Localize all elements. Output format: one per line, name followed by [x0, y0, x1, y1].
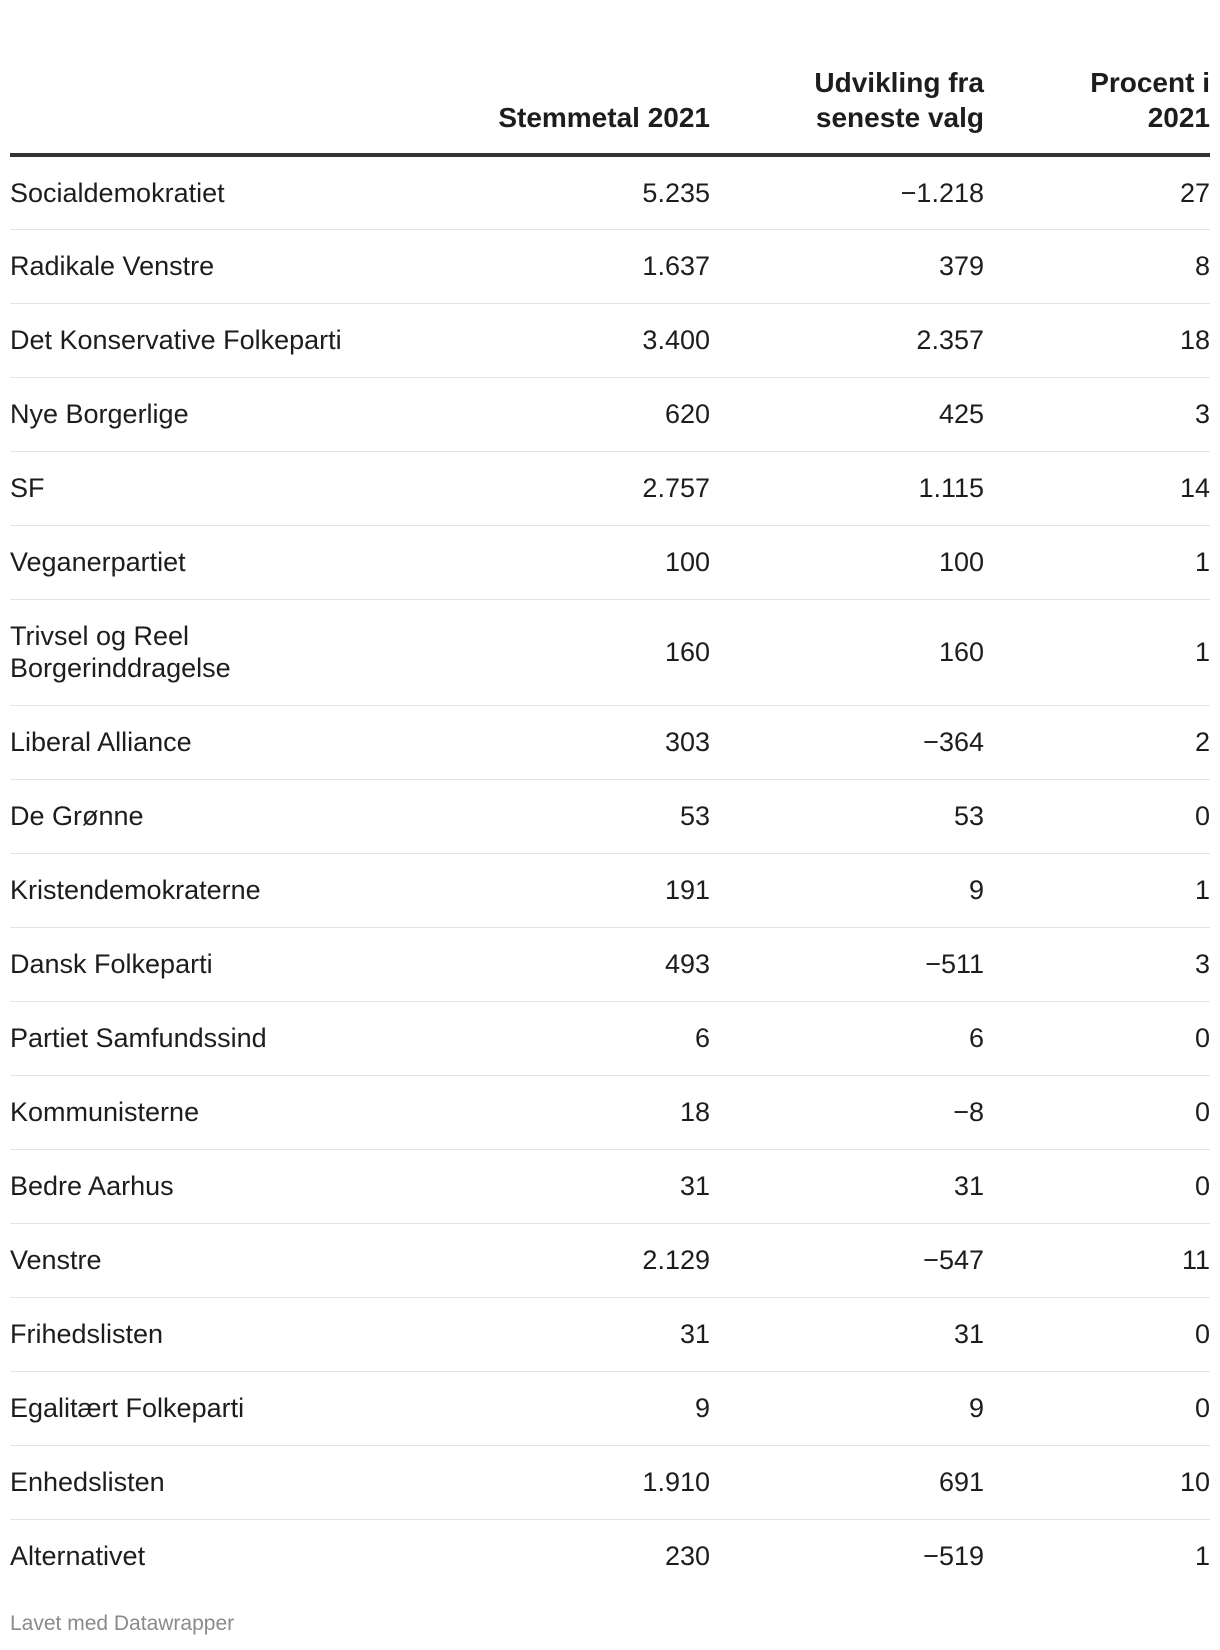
change-cell: 425	[710, 377, 984, 451]
party-name-cell	[10, 1001, 410, 1075]
party-name-cell	[10, 303, 410, 377]
change-cell: 6	[710, 1001, 984, 1075]
column-header-party	[10, 0, 410, 155]
column-header-change-line-2: seneste valg	[815, 102, 984, 133]
party-name-text: Dansk Folkeparti	[10, 949, 213, 979]
party-name-text: Det Konservative Folkeparti	[10, 325, 342, 355]
party-name-cell	[10, 451, 410, 525]
table-row	[10, 1223, 1210, 1297]
column-header-change	[710, 0, 984, 155]
percent-2021-cell: 0	[984, 1075, 1210, 1149]
percent-2021-cell: 10	[984, 1445, 1210, 1519]
party-name-text: Kommunisterne	[10, 1097, 200, 1127]
votes-2021-cell: 303	[410, 705, 710, 779]
percent-2021-cell: 8	[984, 229, 1210, 303]
party-name-cell	[10, 1445, 410, 1519]
table-row	[10, 377, 1210, 451]
table-row	[10, 303, 1210, 377]
table-row	[10, 599, 1210, 705]
party-name-text: Socialdemokratiet	[10, 177, 225, 208]
votes-2021-cell: 31	[410, 1149, 710, 1223]
change-cell: 31	[710, 1297, 984, 1371]
table-row	[10, 1371, 1210, 1445]
party-name-text: De Grønne	[10, 801, 144, 831]
table-header-row	[10, 0, 1210, 155]
party-name-cell	[10, 779, 410, 853]
table-row	[10, 705, 1210, 779]
party-name-cell	[10, 927, 410, 1001]
change-cell: 160	[710, 599, 984, 705]
change-cell: 31	[710, 1149, 984, 1223]
votes-2021-cell: 620	[410, 377, 710, 451]
percent-2021-cell: 0	[984, 1149, 1210, 1223]
percent-2021-cell: 1	[984, 525, 1210, 599]
percent-2021-cell: 18	[984, 303, 1210, 377]
table-row	[10, 1297, 1210, 1371]
party-name-text: SF	[10, 473, 45, 503]
change-cell: 53	[710, 779, 984, 853]
column-header-percent-line-2: 2021	[1147, 102, 1210, 133]
votes-2021-cell: 2.129	[410, 1223, 710, 1297]
votes-2021-cell: 493	[410, 927, 710, 1001]
percent-2021-cell: 0	[984, 1297, 1210, 1371]
party-name-cell	[10, 377, 410, 451]
table-row	[10, 525, 1210, 599]
column-header-votes-line: Stemmetal 2021	[498, 102, 710, 133]
column-header-votes	[410, 0, 710, 155]
change-cell: 100	[710, 525, 984, 599]
change-cell: −547	[710, 1223, 984, 1297]
results-table	[10, 0, 1210, 1593]
votes-2021-cell: 53	[410, 779, 710, 853]
party-name-text: Kristendemokraterne	[10, 875, 261, 905]
party-name-text: Venstre	[10, 1245, 102, 1275]
change-cell: 691	[710, 1445, 984, 1519]
party-name-cell	[10, 1371, 410, 1445]
footer-credit: Lavet med Datawrapper	[10, 1612, 235, 1635]
party-name-text: Veganerpartiet	[10, 547, 186, 577]
party-name-text: Egalitært Folkeparti	[10, 1393, 245, 1423]
change-cell: 9	[710, 853, 984, 927]
table-body	[10, 155, 1210, 1593]
percent-2021-cell: 0	[984, 1371, 1210, 1445]
results-table-container	[10, 0, 1210, 1593]
votes-2021-cell: 1.637	[410, 229, 710, 303]
votes-2021-cell: 191	[410, 853, 710, 927]
percent-2021-cell: 2	[984, 705, 1210, 779]
votes-2021-cell: 2.757	[410, 451, 710, 525]
table-row	[10, 1001, 1210, 1075]
party-name-cell	[10, 853, 410, 927]
table-row	[10, 927, 1210, 1001]
percent-2021-cell: 0	[984, 1001, 1210, 1075]
party-name-text: Radikale Venstre	[10, 251, 215, 281]
percent-2021-cell: 3	[984, 927, 1210, 1001]
table-row	[10, 451, 1210, 525]
percent-2021-cell: 0	[984, 779, 1210, 853]
column-header-percent	[984, 0, 1210, 155]
party-name-cell	[10, 229, 410, 303]
table-row	[10, 229, 1210, 303]
table-row	[10, 1445, 1210, 1519]
percent-2021-cell: 11	[984, 1223, 1210, 1297]
percent-2021-cell: 1	[984, 599, 1210, 705]
votes-2021-cell: 18	[410, 1075, 710, 1149]
percent-2021-cell: 1	[1194, 1541, 1210, 1572]
votes-2021-cell: 5.235	[410, 155, 710, 229]
column-header-percent-line-1: Procent i	[1090, 67, 1210, 98]
change-cell: 1.115	[710, 451, 984, 525]
table-row	[10, 155, 1210, 229]
table-row	[10, 853, 1210, 927]
party-name-cell	[10, 1223, 410, 1297]
party-name-text: Partiet Samfundssind	[10, 1023, 267, 1053]
votes-2021-cell: 100	[410, 525, 710, 599]
votes-2021-cell: 3.400	[410, 303, 710, 377]
party-name-text: Bedre Aarhus	[10, 1171, 174, 1201]
percent-2021-cell: 3	[984, 377, 1210, 451]
change-cell: 379	[710, 229, 984, 303]
votes-2021-cell: 160	[410, 599, 710, 705]
party-name-cell	[10, 705, 410, 779]
party-name-cell	[10, 1149, 410, 1223]
change-cell: −519	[923, 1541, 984, 1572]
change-cell: −511	[710, 927, 984, 1001]
change-cell: −1.218	[710, 155, 984, 229]
table-row	[10, 1075, 1210, 1149]
votes-2021-cell: 9	[410, 1371, 710, 1445]
change-cell: −364	[710, 705, 984, 779]
party-name-cell	[10, 155, 410, 229]
party-name-cell	[10, 1297, 410, 1371]
votes-2021-cell: 31	[410, 1297, 710, 1371]
percent-2021-cell: 14	[984, 451, 1210, 525]
party-name-cell	[10, 525, 410, 599]
party-name-text: Frihedslisten	[10, 1319, 164, 1349]
party-name-cell	[10, 599, 410, 705]
votes-2021-cell: 1.910	[410, 1445, 710, 1519]
party-name-text: Liberal Alliance	[10, 727, 192, 757]
change-cell: 2.357	[710, 303, 984, 377]
party-name-cell	[10, 1075, 410, 1149]
percent-2021-cell: 1	[984, 853, 1210, 927]
votes-2021-cell: 230	[664, 1541, 710, 1572]
party-name-text: Enhedslisten	[10, 1467, 165, 1497]
table-row	[10, 1149, 1210, 1223]
table-row	[10, 1519, 1210, 1593]
party-name-text: Trivsel og Reel Borgerinddragelse	[10, 621, 231, 683]
table-row	[10, 779, 1210, 853]
votes-2021-cell: 6	[410, 1001, 710, 1075]
party-name-cell	[10, 1519, 410, 1593]
party-name-text: Alternativet	[10, 1541, 146, 1572]
change-cell: 9	[710, 1371, 984, 1445]
column-header-change-line-1: Udvikling fra	[814, 67, 984, 98]
party-name-text: Nye Borgerlige	[10, 399, 189, 429]
percent-2021-cell: 27	[984, 155, 1210, 229]
change-cell: −8	[710, 1075, 984, 1149]
